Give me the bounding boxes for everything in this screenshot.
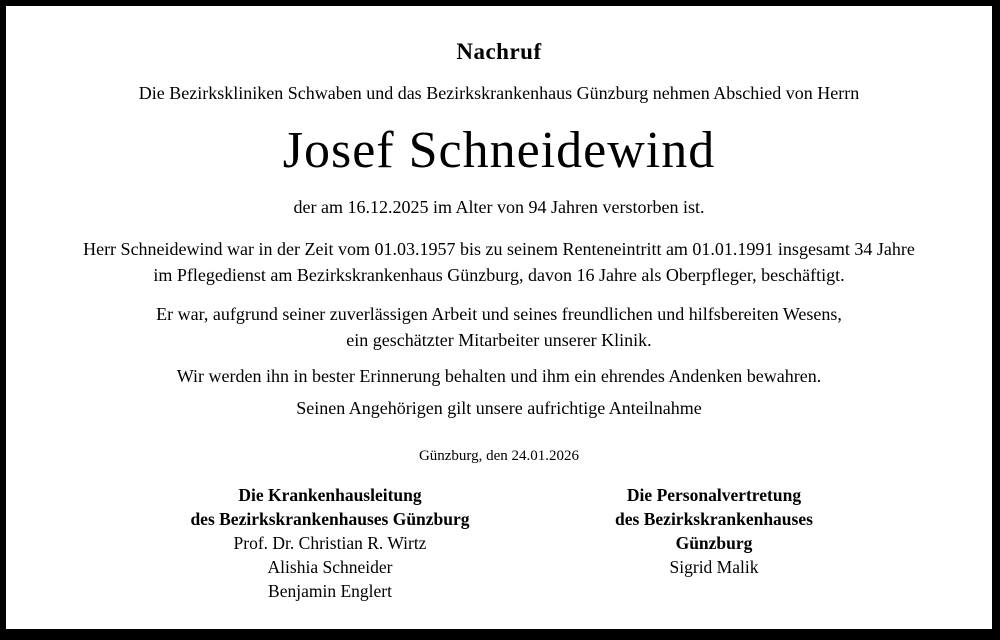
- signatory-name: Benjamin Englert: [268, 581, 392, 601]
- death-line: der am 16.12.2025 im Alter von 94 Jahren verstorben ist.: [293, 197, 705, 217]
- signature-title-line: Die Personalvertretung: [626, 485, 802, 505]
- notice-kicker: Nachruf: [456, 39, 542, 64]
- obituary-paragraph: [6, 236, 992, 288]
- paragraph-line: Seinen Angehörigen gilt unsere aufrichtige Anteilnahme: [296, 398, 702, 418]
- paragraph-line: Herr Schneidewind war in der Zeit vom 01.03.1957 bis zu seinem Renteneintritt am 01.01.1991 insgesamt 34 Jahre: [83, 239, 915, 259]
- signature-title-line: des Bezirkskrankenhauses Günzburg: [190, 509, 470, 529]
- paragraph-line: ein geschätzter Mitarbeiter unserer Klinik.: [346, 330, 652, 350]
- obituary-paragraph: [6, 301, 992, 353]
- signature-title-line: Günzburg: [675, 533, 753, 553]
- signature-title-line: Die Krankenhausleitung: [238, 485, 422, 505]
- signatory-name: Prof. Dr. Christian R. Wirtz: [233, 533, 427, 553]
- signature-block-hospital-management: [150, 483, 510, 603]
- deceased-name: Josef Schneidewind: [282, 122, 716, 179]
- signatory-name: Sigrid Malik: [669, 557, 759, 577]
- paragraph-line: Er war, aufgrund seiner zuverlässigen Arbeit und seines freundlichen und hilfsbereiten Wesens,: [156, 304, 842, 324]
- paragraph-line: Wir werden ihn in bester Erinnerung behalten und ihm ein ehrendes Andenken bewahren.: [176, 366, 822, 386]
- paragraph-line: im Pflegedienst am Bezirkskrankenhaus Günzburg, davon 16 Jahre als Oberpfleger, beschäftigt.: [153, 265, 845, 285]
- obituary-paragraph: [6, 395, 992, 421]
- signature-title-line: des Bezirkskrankenhauses: [615, 509, 813, 529]
- signatures-row: [6, 483, 992, 603]
- obituary-paragraph: [6, 363, 992, 389]
- signatory-name: Alishia Schneider: [267, 557, 393, 577]
- signature-block-staff-representation: [534, 483, 894, 603]
- dateline: Günzburg, den 24.01.2026: [418, 448, 580, 464]
- intro-line: Die Bezirkskliniken Schwaben und das Bezirkskrankenhaus Günzburg nehmen Abschied von Herrn: [138, 83, 860, 103]
